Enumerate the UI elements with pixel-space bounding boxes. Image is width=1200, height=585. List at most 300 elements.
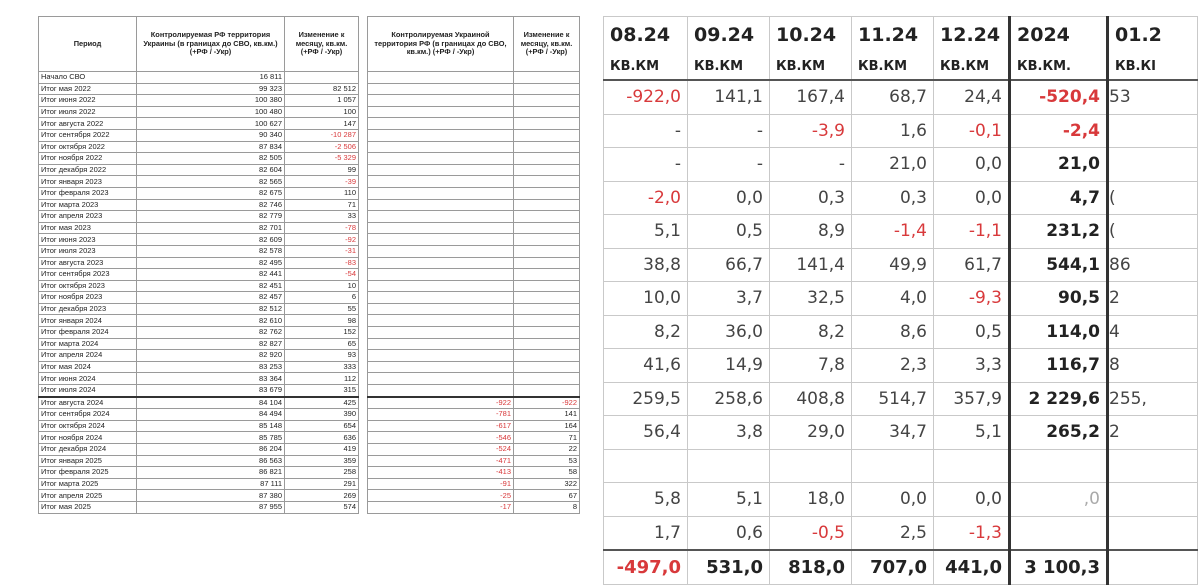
row-ua-change: 58 bbox=[514, 467, 580, 479]
row-period: Итог октября 2022 bbox=[39, 141, 137, 153]
row-rf-value: 82 675 bbox=[137, 187, 285, 199]
row-ua-value: -781 bbox=[368, 409, 514, 421]
column-gap bbox=[359, 141, 368, 153]
month-value-cell: 818,0 bbox=[770, 550, 852, 584]
row-period: Итог июня 2023 bbox=[39, 234, 137, 246]
row-ua-value bbox=[368, 361, 514, 373]
row-rf-value: 100 627 bbox=[137, 118, 285, 130]
table-row bbox=[39, 280, 580, 292]
row-rf-value: 82 779 bbox=[137, 211, 285, 223]
row-period: Итог мая 2025 bbox=[39, 501, 137, 513]
row-ua-value: -91 bbox=[368, 478, 514, 490]
table-row bbox=[39, 478, 580, 490]
right-table-body bbox=[604, 80, 1198, 584]
month-value-cell: 0,0 bbox=[934, 181, 1010, 215]
table-row bbox=[604, 80, 1198, 114]
month-value-cell: 24,4 bbox=[934, 80, 1010, 114]
row-period: Итог марта 2024 bbox=[39, 338, 137, 350]
row-ua-change bbox=[514, 141, 580, 153]
month-value-cell: 357,9 bbox=[934, 382, 1010, 416]
row-rf-value: 86 204 bbox=[137, 444, 285, 456]
column-gap bbox=[359, 385, 368, 397]
year-total-cell: 2 229,6 bbox=[1010, 382, 1108, 416]
month-value-cell: 8,2 bbox=[604, 315, 688, 349]
row-rf-value: 87 834 bbox=[137, 141, 285, 153]
row-ua-change bbox=[514, 234, 580, 246]
row-ua-value bbox=[368, 118, 514, 130]
row-ua-change: 8 bbox=[514, 501, 580, 513]
month-value-cell: 36,0 bbox=[688, 315, 770, 349]
month-value-cell: 255, bbox=[1108, 382, 1198, 416]
column-header-unit: КВ.КМ bbox=[604, 53, 688, 80]
column-gap bbox=[359, 420, 368, 432]
row-rf-change: -2 506 bbox=[285, 141, 359, 153]
month-value-cell: 5,1 bbox=[604, 215, 688, 249]
row-ua-change bbox=[514, 280, 580, 292]
column-gap bbox=[359, 315, 368, 327]
row-period: Итог апреля 2024 bbox=[39, 350, 137, 362]
column-gap bbox=[359, 327, 368, 339]
row-period: Итог августа 2022 bbox=[39, 118, 137, 130]
row-period: Итог января 2025 bbox=[39, 455, 137, 467]
column-header-unit: КВ.КМ. bbox=[1010, 53, 1108, 80]
month-value-cell: 707,0 bbox=[852, 550, 934, 584]
column-gap bbox=[359, 501, 368, 513]
row-rf-value: 83 253 bbox=[137, 361, 285, 373]
column-gap bbox=[359, 95, 368, 107]
column-gap bbox=[359, 303, 368, 315]
row-rf-value: 87 111 bbox=[137, 478, 285, 490]
row-rf-change: 93 bbox=[285, 350, 359, 362]
row-ua-change bbox=[514, 199, 580, 211]
table-row bbox=[604, 382, 1198, 416]
row-rf-value: 82 746 bbox=[137, 199, 285, 211]
row-period: Итог февраля 2025 bbox=[39, 467, 137, 479]
row-ua-value bbox=[368, 164, 514, 176]
row-rf-change bbox=[285, 72, 359, 84]
row-period: Итог апреля 2023 bbox=[39, 211, 137, 223]
header-row-months bbox=[604, 17, 1198, 54]
row-rf-value: 82 505 bbox=[137, 153, 285, 165]
month-value-cell bbox=[1108, 449, 1198, 483]
row-ua-change: 141 bbox=[514, 409, 580, 421]
row-ua-change bbox=[514, 211, 580, 223]
row-ua-value: -471 bbox=[368, 455, 514, 467]
table-row bbox=[39, 373, 580, 385]
row-rf-value: 82 920 bbox=[137, 350, 285, 362]
row-ua-value bbox=[368, 222, 514, 234]
month-value-cell: 0,5 bbox=[934, 315, 1010, 349]
row-period: Итог августа 2024 bbox=[39, 397, 137, 409]
row-rf-change: 147 bbox=[285, 118, 359, 130]
row-rf-value: 87 955 bbox=[137, 501, 285, 513]
row-rf-value: 82 762 bbox=[137, 327, 285, 339]
month-value-cell: 0,0 bbox=[934, 483, 1010, 517]
table-row bbox=[39, 292, 580, 304]
row-rf-change: 291 bbox=[285, 478, 359, 490]
row-period: Итог ноября 2024 bbox=[39, 432, 137, 444]
row-ua-value: -922 bbox=[368, 397, 514, 409]
month-value-cell: 7,8 bbox=[770, 349, 852, 383]
row-ua-change bbox=[514, 106, 580, 118]
month-value-cell: 441,0 bbox=[934, 550, 1010, 584]
month-value-cell: 4,0 bbox=[852, 282, 934, 316]
row-period: Итог декабря 2022 bbox=[39, 164, 137, 176]
month-value-cell: 408,8 bbox=[770, 382, 852, 416]
row-ua-value bbox=[368, 199, 514, 211]
table-row bbox=[39, 455, 580, 467]
column-gap bbox=[359, 176, 368, 188]
column-gap bbox=[359, 118, 368, 130]
table-row bbox=[604, 248, 1198, 282]
month-value-cell: -497,0 bbox=[604, 550, 688, 584]
column-gap bbox=[359, 269, 368, 281]
row-ua-change bbox=[514, 72, 580, 84]
row-rf-change: 258 bbox=[285, 467, 359, 479]
column-gap bbox=[359, 164, 368, 176]
row-ua-change bbox=[514, 361, 580, 373]
month-value-cell: 18,0 bbox=[770, 483, 852, 517]
month-value-cell: 66,7 bbox=[688, 248, 770, 282]
row-rf-value: 82 565 bbox=[137, 176, 285, 188]
row-rf-change: 574 bbox=[285, 501, 359, 513]
column-gap bbox=[359, 292, 368, 304]
month-value-cell: - bbox=[604, 114, 688, 148]
table-row bbox=[39, 467, 580, 479]
month-value-cell: 4 bbox=[1108, 315, 1198, 349]
row-rf-value: 82 610 bbox=[137, 315, 285, 327]
table-row bbox=[39, 490, 580, 502]
row-ua-value: -524 bbox=[368, 444, 514, 456]
row-ua-change bbox=[514, 118, 580, 130]
row-ua-value bbox=[368, 211, 514, 223]
row-rf-value: 84 104 bbox=[137, 397, 285, 409]
row-period: Итог июля 2023 bbox=[39, 245, 137, 257]
year-total-cell: 21,0 bbox=[1010, 148, 1108, 182]
month-value-cell: 49,9 bbox=[852, 248, 934, 282]
month-value-cell: 0,0 bbox=[852, 483, 934, 517]
column-gap bbox=[359, 234, 368, 246]
row-ua-value bbox=[368, 315, 514, 327]
column-gap bbox=[359, 478, 368, 490]
column-header-month: 12.24 bbox=[934, 17, 1010, 54]
table-row bbox=[604, 416, 1198, 450]
month-value-cell: -9,3 bbox=[934, 282, 1010, 316]
row-rf-change: -31 bbox=[285, 245, 359, 257]
column-header-unit: КВ.КМ bbox=[770, 53, 852, 80]
row-ua-change bbox=[514, 95, 580, 107]
row-ua-value bbox=[368, 176, 514, 188]
month-value-cell: 3,3 bbox=[934, 349, 1010, 383]
row-period: Итог июня 2024 bbox=[39, 373, 137, 385]
column-gap bbox=[359, 467, 368, 479]
table-row bbox=[39, 153, 580, 165]
month-value-cell: 0,5 bbox=[688, 215, 770, 249]
month-value-cell: 10,0 bbox=[604, 282, 688, 316]
table-row bbox=[39, 83, 580, 95]
month-value-cell bbox=[604, 449, 688, 483]
table-row bbox=[39, 501, 580, 513]
row-period: Итог мая 2022 bbox=[39, 83, 137, 95]
table-row bbox=[39, 211, 580, 223]
column-gap bbox=[359, 257, 368, 269]
row-ua-value bbox=[368, 106, 514, 118]
row-rf-change: -78 bbox=[285, 222, 359, 234]
table-row bbox=[604, 282, 1198, 316]
row-ua-change: 322 bbox=[514, 478, 580, 490]
month-value-cell: -0,1 bbox=[934, 114, 1010, 148]
row-rf-value: 85 148 bbox=[137, 420, 285, 432]
table-row bbox=[39, 385, 580, 397]
month-value-cell bbox=[852, 449, 934, 483]
row-ua-value bbox=[368, 350, 514, 362]
row-period: Итог ноября 2022 bbox=[39, 153, 137, 165]
row-ua-value bbox=[368, 385, 514, 397]
row-period: Итог декабря 2024 bbox=[39, 444, 137, 456]
column-gap bbox=[359, 361, 368, 373]
month-value-cell: -1,4 bbox=[852, 215, 934, 249]
month-value-cell: 514,7 bbox=[852, 382, 934, 416]
row-rf-change: 55 bbox=[285, 303, 359, 315]
header-row-units bbox=[604, 53, 1198, 80]
month-value-cell: 1,7 bbox=[604, 516, 688, 550]
table-row bbox=[604, 114, 1198, 148]
column-gap bbox=[359, 129, 368, 141]
row-rf-value: 86 563 bbox=[137, 455, 285, 467]
row-rf-change: 71 bbox=[285, 199, 359, 211]
row-period: Итог мая 2024 bbox=[39, 361, 137, 373]
table-row bbox=[604, 181, 1198, 215]
header-rf-controlled: Контролируемая РФ территория Украины (в границах до СВО, кв.км.) (+РФ / -Укр) bbox=[137, 17, 285, 72]
row-rf-change: 82 512 bbox=[285, 83, 359, 95]
row-rf-change: -5 329 bbox=[285, 153, 359, 165]
month-value-cell: 53 bbox=[1108, 80, 1198, 114]
table-row bbox=[604, 315, 1198, 349]
table-row bbox=[39, 222, 580, 234]
column-gap bbox=[359, 222, 368, 234]
month-value-cell: -0,5 bbox=[770, 516, 852, 550]
row-rf-change: 6 bbox=[285, 292, 359, 304]
row-rf-value: 82 512 bbox=[137, 303, 285, 315]
row-ua-value: -25 bbox=[368, 490, 514, 502]
row-ua-change bbox=[514, 187, 580, 199]
month-value-cell: 5,8 bbox=[604, 483, 688, 517]
month-value-cell: 3,7 bbox=[688, 282, 770, 316]
column-gap bbox=[359, 17, 368, 72]
header-ua-change: Изменение к месяцу, кв.км. (+РФ / -Укр) bbox=[514, 17, 580, 72]
column-header-month: 09.24 bbox=[688, 17, 770, 54]
month-value-cell: 167,4 bbox=[770, 80, 852, 114]
header-ua-controlled: Контролируемая Украиной территория РФ (в границах до СВО, кв.км.) (+РФ / -Укр) bbox=[368, 17, 514, 72]
month-value-cell: ( bbox=[1108, 181, 1198, 215]
row-ua-change: 67 bbox=[514, 490, 580, 502]
left-table-panel bbox=[38, 16, 590, 567]
row-rf-change: 425 bbox=[285, 397, 359, 409]
table-row bbox=[39, 303, 580, 315]
row-rf-change: 99 bbox=[285, 164, 359, 176]
month-value-cell: 8 bbox=[1108, 349, 1198, 383]
row-ua-change bbox=[514, 176, 580, 188]
month-value-cell: 0,0 bbox=[934, 148, 1010, 182]
row-ua-change bbox=[514, 315, 580, 327]
column-header-unit: КВ.КМ bbox=[934, 53, 1010, 80]
column-gap bbox=[359, 432, 368, 444]
month-value-cell: 0,0 bbox=[688, 181, 770, 215]
table-row bbox=[604, 516, 1198, 550]
row-ua-value bbox=[368, 280, 514, 292]
row-rf-change: 98 bbox=[285, 315, 359, 327]
table-row bbox=[39, 397, 580, 409]
row-ua-change: 71 bbox=[514, 432, 580, 444]
row-period: Итог ноября 2023 bbox=[39, 292, 137, 304]
row-ua-value bbox=[368, 83, 514, 95]
month-value-cell: 0,3 bbox=[770, 181, 852, 215]
row-rf-change: 315 bbox=[285, 385, 359, 397]
month-value-cell: -3,9 bbox=[770, 114, 852, 148]
column-gap bbox=[359, 199, 368, 211]
row-ua-value bbox=[368, 141, 514, 153]
row-period: Итог февраля 2023 bbox=[39, 187, 137, 199]
row-rf-change: -10 287 bbox=[285, 129, 359, 141]
row-rf-value: 82 827 bbox=[137, 338, 285, 350]
column-gap bbox=[359, 490, 368, 502]
row-period: Итог сентября 2024 bbox=[39, 409, 137, 421]
year-total-cell: 3 100,3 bbox=[1010, 550, 1108, 584]
table-row bbox=[604, 148, 1198, 182]
row-period: Итог июля 2022 bbox=[39, 106, 137, 118]
right-table-panel bbox=[603, 16, 1200, 578]
table-row bbox=[604, 449, 1198, 483]
month-value-cell: 1,6 bbox=[852, 114, 934, 148]
month-value-cell: 8,2 bbox=[770, 315, 852, 349]
row-ua-change bbox=[514, 83, 580, 95]
row-rf-value: 85 785 bbox=[137, 432, 285, 444]
row-ua-value: -546 bbox=[368, 432, 514, 444]
table-row bbox=[39, 176, 580, 188]
row-rf-value: 82 701 bbox=[137, 222, 285, 234]
row-ua-value: -17 bbox=[368, 501, 514, 513]
row-ua-value bbox=[368, 257, 514, 269]
row-ua-change bbox=[514, 164, 580, 176]
row-rf-change: -92 bbox=[285, 234, 359, 246]
row-rf-value: 83 364 bbox=[137, 373, 285, 385]
row-rf-change: -39 bbox=[285, 176, 359, 188]
row-period: Итог марта 2025 bbox=[39, 478, 137, 490]
table-row bbox=[39, 129, 580, 141]
row-ua-change bbox=[514, 153, 580, 165]
table-row bbox=[39, 444, 580, 456]
row-ua-value bbox=[368, 338, 514, 350]
row-rf-value: 90 340 bbox=[137, 129, 285, 141]
table-row bbox=[39, 361, 580, 373]
year-total-cell: -2,4 bbox=[1010, 114, 1108, 148]
column-gap bbox=[359, 153, 368, 165]
row-ua-change bbox=[514, 222, 580, 234]
year-total-cell: 265,2 bbox=[1010, 416, 1108, 450]
month-value-cell: 32,5 bbox=[770, 282, 852, 316]
month-value-cell: -922,0 bbox=[604, 80, 688, 114]
row-ua-change bbox=[514, 350, 580, 362]
row-rf-value: 100 380 bbox=[137, 95, 285, 107]
row-rf-value: 83 679 bbox=[137, 385, 285, 397]
column-gap bbox=[359, 455, 368, 467]
month-value-cell: -1,1 bbox=[934, 215, 1010, 249]
row-rf-value: 87 380 bbox=[137, 490, 285, 502]
table-row bbox=[39, 315, 580, 327]
table-row bbox=[39, 327, 580, 339]
row-rf-value: 82 451 bbox=[137, 280, 285, 292]
column-gap bbox=[359, 245, 368, 257]
month-value-cell: ( bbox=[1108, 215, 1198, 249]
column-gap bbox=[359, 350, 368, 362]
column-header-month: 01.2 bbox=[1108, 17, 1198, 54]
month-value-cell: 2 bbox=[1108, 416, 1198, 450]
month-value-cell bbox=[934, 449, 1010, 483]
territory-control-table bbox=[38, 16, 580, 514]
year-total-cell: 544,1 bbox=[1010, 248, 1108, 282]
year-total-cell: 116,7 bbox=[1010, 349, 1108, 383]
monthly-change-table bbox=[603, 16, 1198, 585]
year-total-cell: 231,2 bbox=[1010, 215, 1108, 249]
column-header-unit: КВ.КІ bbox=[1108, 53, 1198, 80]
month-value-cell: 2,3 bbox=[852, 349, 934, 383]
table-row bbox=[39, 257, 580, 269]
column-header-month: 10.24 bbox=[770, 17, 852, 54]
table-row bbox=[39, 106, 580, 118]
row-rf-value: 82 578 bbox=[137, 245, 285, 257]
row-ua-change bbox=[514, 269, 580, 281]
row-ua-change bbox=[514, 327, 580, 339]
row-period: Итог июня 2022 bbox=[39, 95, 137, 107]
month-value-cell: 86 bbox=[1108, 248, 1198, 282]
column-gap bbox=[359, 83, 368, 95]
row-ua-value bbox=[368, 327, 514, 339]
column-header-month: 08.24 bbox=[604, 17, 688, 54]
column-gap bbox=[359, 280, 368, 292]
row-rf-value: 86 821 bbox=[137, 467, 285, 479]
row-period: Итог сентября 2022 bbox=[39, 129, 137, 141]
row-ua-value bbox=[368, 292, 514, 304]
month-value-cell bbox=[1108, 516, 1198, 550]
row-period: Итог марта 2023 bbox=[39, 199, 137, 211]
row-rf-change: 1 057 bbox=[285, 95, 359, 107]
month-value-cell: -2,0 bbox=[604, 181, 688, 215]
table-row bbox=[39, 187, 580, 199]
row-rf-value: 82 604 bbox=[137, 164, 285, 176]
row-ua-change bbox=[514, 338, 580, 350]
month-value-cell: 259,5 bbox=[604, 382, 688, 416]
column-header-unit: КВ.КМ bbox=[852, 53, 934, 80]
table-row bbox=[39, 269, 580, 281]
row-ua-change bbox=[514, 245, 580, 257]
column-gap bbox=[359, 409, 368, 421]
row-rf-change: 654 bbox=[285, 420, 359, 432]
table-row bbox=[39, 338, 580, 350]
row-ua-change: 53 bbox=[514, 455, 580, 467]
table-row bbox=[39, 164, 580, 176]
column-gap bbox=[359, 211, 368, 223]
header-rf-change: Изменение к месяцу, кв.км. (+РФ / -Укр) bbox=[285, 17, 359, 72]
table-row bbox=[39, 350, 580, 362]
table-row bbox=[39, 95, 580, 107]
table-row bbox=[39, 432, 580, 444]
month-value-cell: 3,8 bbox=[688, 416, 770, 450]
column-gap bbox=[359, 187, 368, 199]
month-value-cell bbox=[1108, 550, 1198, 584]
month-value-cell: - bbox=[604, 148, 688, 182]
month-value-cell: - bbox=[688, 148, 770, 182]
row-period: Итог января 2024 bbox=[39, 315, 137, 327]
